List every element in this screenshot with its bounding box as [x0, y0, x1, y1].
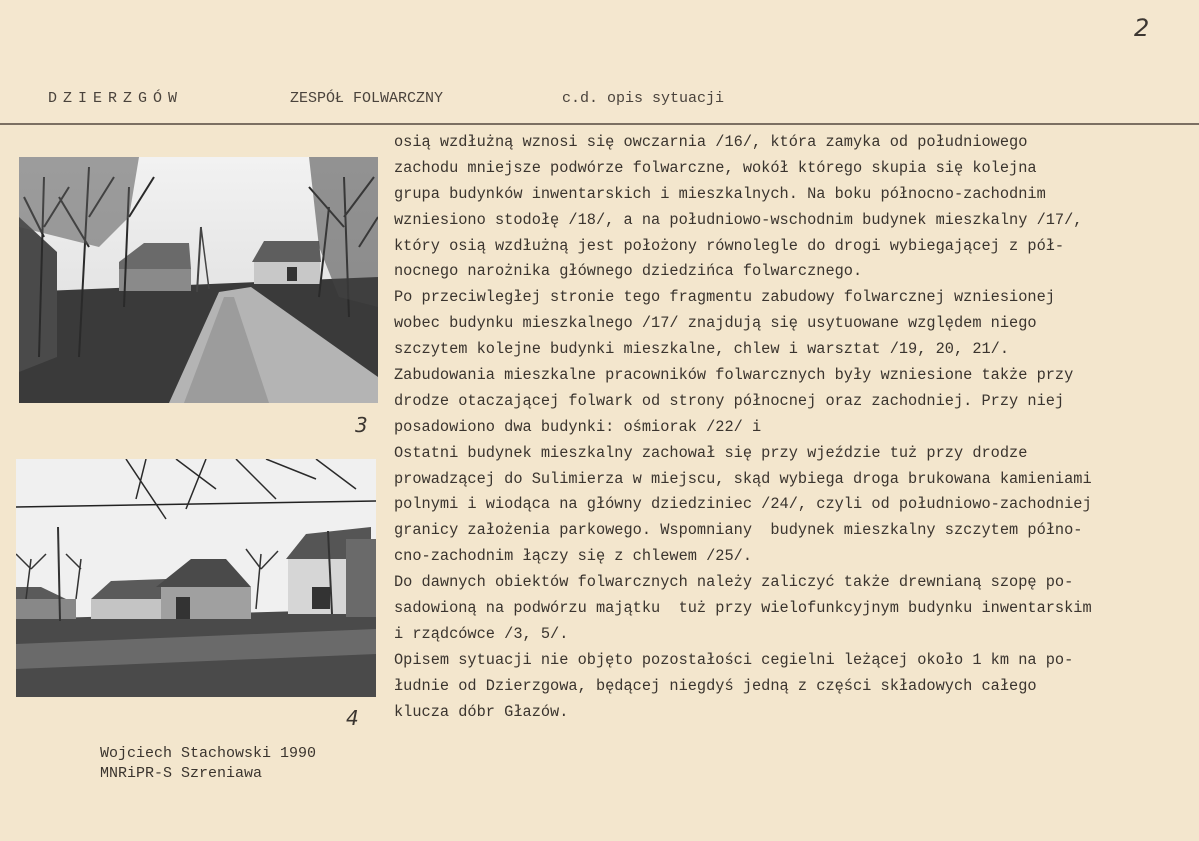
page-number: 2: [1134, 14, 1150, 42]
text-line: klucza dóbr Głazów.: [394, 702, 569, 721]
header-subtitle: c.d. opis sytuacji: [562, 90, 725, 107]
text-line: wobec budynku mieszkalnego /17/ znajdują się usytuowane względem niego: [394, 314, 1037, 333]
text-line: cno-zachodnim łączy się z chlewem /25/.: [394, 547, 753, 566]
text-line: osią wzdłużną wznosi się owczarnia /16/, która zamyka od południowego: [394, 133, 1028, 151]
author-name-year: Wojciech Stachowski 1990: [100, 745, 317, 762]
text-line: polnymi i wiodąca na główny dziedziniec /24/, czyli od południowo-zachodniej: [394, 495, 1092, 514]
text-line: i rządcówce /3, 5/.: [394, 624, 569, 643]
text-line: który osią wzdłużną jest położony równolegle do drogi wybiegającej z pół-: [394, 236, 1065, 255]
author-institution: MNRiPR-S Szreniawa: [100, 765, 263, 782]
text-line: Zabudowania mieszkalne pracowników folwarcznych były wzniesione także przy: [394, 366, 1074, 385]
photo-number-3: 3: [355, 413, 368, 437]
photo-number-4: 4: [346, 706, 359, 730]
text-line: granicy założenia parkowego. Wspomniany budynek mieszkalny szczytem półno-: [394, 521, 1083, 540]
photo-farm-road: [19, 157, 378, 403]
text-line: grupa budynków inwentarskich i mieszkalnych. Na boku północno-zachodnim: [394, 184, 1046, 203]
text-line: zachodu mniejsze podwórze folwarczne, wokół którego skupia się kolejna: [394, 158, 1037, 177]
header-place: DZIERZGÓW: [48, 90, 184, 107]
text-line: Ostatni budynek mieszkalny zachował się przy wjeździe tuż przy drodze: [394, 443, 1028, 462]
text-line: nocnego narożnika głównego dziedzińca folwarcznego.: [394, 262, 863, 281]
text-line: prowadzącej do Sulimierza w miejscu, skąd wybiega droga brukowana kamieniami: [394, 469, 1092, 488]
author-block: [100, 744, 316, 784]
header-section: ZESPÓŁ FOLWARCZNY: [290, 90, 444, 107]
photo-farmyard: [16, 459, 376, 697]
text-line: posadowiono dwa budynki: ośmiorak /22/ i: [394, 417, 762, 436]
text-line: Do dawnych obiektów folwarcznych należy zaliczyć także drewnianą szopę po-: [394, 573, 1074, 592]
text-line: sadowioną na podwórzu majątku tuż przy wielofunkcyjnym budynku inwentarskim: [394, 599, 1092, 618]
text-line: drodze otaczającej folwark od strony północnej oraz zachodniej. Przy niej: [394, 391, 1065, 410]
header-divider: [0, 123, 1199, 125]
text-line: Po przeciwległej stronie tego fragmentu zabudowy folwarcznej wzniesionej: [394, 288, 1055, 307]
card-header: [0, 0, 1199, 124]
text-line: łudnie od Dzierzgowa, będącej niegdyś jedną z części składowych całego: [394, 676, 1037, 695]
description-text: [394, 130, 1184, 725]
text-line: wzniesiono stodołę /18/, a na południowo-wschodnim budynek mieszkalny /17/,: [394, 210, 1083, 229]
text-line: szczytem kolejne budynki mieszkalne, chlew i warsztat /19, 20, 21/.: [394, 340, 1010, 359]
text-line: Opisem sytuacji nie objęto pozostałości cegielni leżącej około 1 km na po-: [394, 650, 1074, 669]
